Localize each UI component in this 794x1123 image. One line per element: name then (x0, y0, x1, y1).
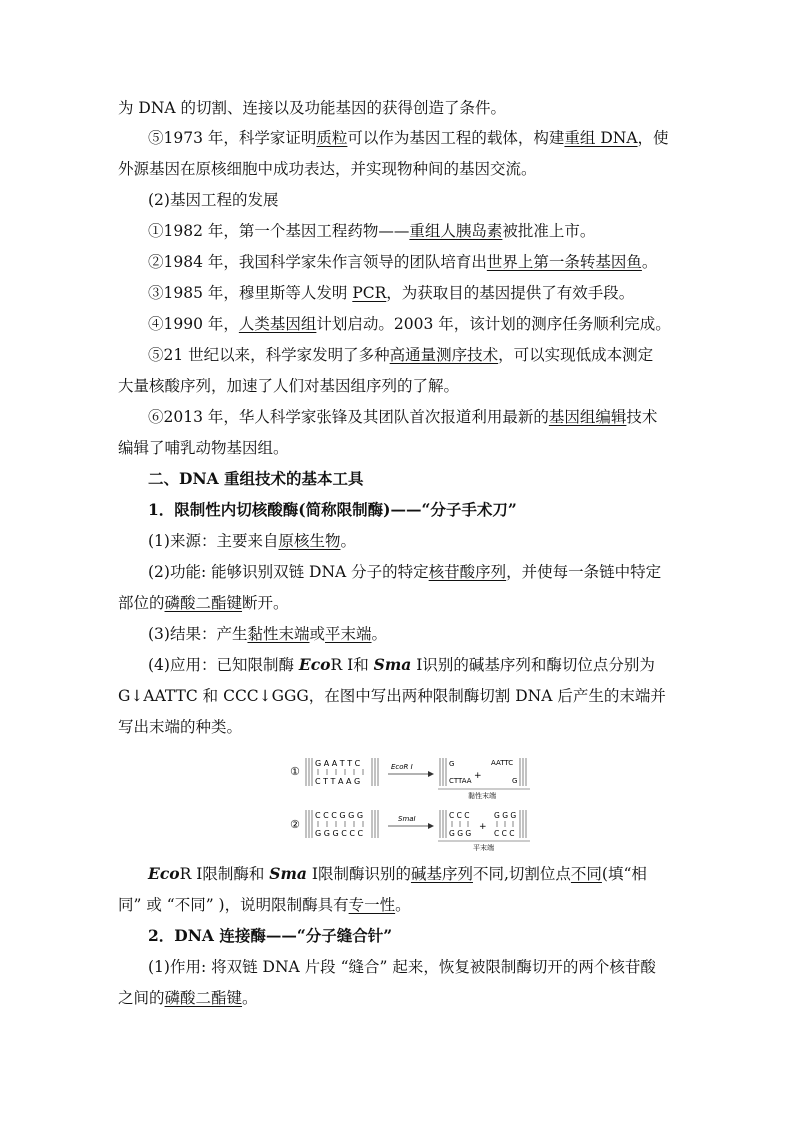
line-text: ③1985 年，穆里斯等人发明 (148, 284, 353, 302)
line-text: (1)作用: 将双链 DNA 片段 “缝合” 起来，恢复被限制酶切开的两个核苷酸 (148, 958, 656, 976)
text-line (148, 314, 671, 334)
fragment-right-bottom: G (512, 777, 518, 785)
line-text: 大量核酸序列，加速了人们对基因组序列的了解。 (118, 377, 460, 395)
restriction-enzyme-diagram (288, 752, 538, 852)
text-line (118, 895, 411, 915)
subsection-heading (148, 926, 392, 946)
fragment-left-top: C C C (449, 811, 470, 820)
line-text: ，为获取目的基因提供了有效手段。 (386, 284, 635, 302)
answer-underlined: 原核生物 (278, 532, 341, 550)
sequence-bottom: G G G C C C (315, 829, 364, 838)
fragment-left-bottom: CTTAA (449, 777, 472, 785)
sequence-bottom: C T T A A G (315, 777, 361, 786)
line-text: 计划启动。2003 年，该计划的测序任务顺利完成。 (316, 315, 671, 333)
line-text: 或 (309, 625, 325, 643)
line-text: G↓AATTC 和 CCC↓GGG，在图中写出两种限制酶切割 DNA 后产生的末端并 (118, 687, 666, 705)
text-line (118, 98, 506, 118)
line-text: (填“相 (601, 865, 647, 883)
line-text: ⑤1973 年，科学家证明 (148, 129, 317, 147)
answer-underlined: PCR (352, 284, 387, 302)
line-text: ①1982 年，第一个基因工程药物—— (148, 222, 410, 240)
section-subheading (148, 190, 278, 210)
text-line (148, 221, 595, 241)
text-line (148, 531, 356, 551)
answer-underlined: 世界上第一条转基因鱼 (486, 253, 642, 271)
answer-underlined: 重组人胰岛素 (409, 222, 503, 240)
line-text: 可以作为基因工程的载体，构建 (347, 129, 565, 147)
line-text: ⑥2013 年，华人科学家张锋及其团队首次报道利用最新的 (148, 408, 549, 426)
line-text: 同” 或 “不同” )，说明限制酶具有 (118, 896, 349, 914)
answer-underlined: 基因组编辑 (548, 408, 627, 426)
arrow-icon (388, 823, 434, 829)
plus-sign: + (479, 822, 487, 832)
enzyme-label: SmaⅠ (398, 815, 416, 823)
row-number: ① (290, 765, 300, 778)
line-text: R Ⅰ限制酶和 (179, 865, 270, 883)
line-text: 1．限制性内切核酸酶(简称限制酶)——“分子手术刀” (148, 500, 517, 519)
text-line (118, 717, 242, 737)
answer-underlined: 重组 DNA (564, 129, 638, 147)
line-text: 写出末端的种类。 (118, 718, 243, 736)
fragment-left-top: G (449, 760, 455, 768)
line-text: ④1990 年， (148, 315, 239, 333)
arrow-icon (388, 771, 434, 777)
line-text: 编辑了哺乳动物基因组。 (118, 439, 289, 457)
section-heading (148, 469, 364, 489)
answer-underlined: 碱基序列 (410, 865, 473, 883)
line-text: (4)应用：已知限制酶 (148, 656, 299, 674)
text-line (148, 864, 647, 884)
line-text: 断开。 (242, 594, 289, 612)
line-text: 。 (340, 532, 356, 550)
text-line (148, 562, 661, 582)
line-text: 。 (641, 253, 658, 271)
line-text: Ⅰ识别的碱基序列和酶切位点分别为 (411, 656, 655, 674)
text-line (148, 624, 387, 644)
line-text: 被批准上市。 (502, 222, 596, 240)
line-text: ②1984 年，我国科学家朱作言领导的团队培育出 (148, 253, 487, 271)
line-text: ，使 (637, 129, 669, 147)
enzyme-name: Eco (298, 655, 331, 674)
answer-underlined: 磷酸二酯键 (164, 989, 243, 1007)
answer-underlined: 专一性 (348, 896, 396, 914)
line-text: 为 DNA 的切割、连接以及功能基因的获得创造了条件。 (118, 99, 507, 117)
line-text: 之间的 (118, 989, 165, 1007)
sequence-top: C C C G G G (315, 811, 364, 820)
text-line (118, 376, 459, 396)
answer-underlined: 质粒 (316, 129, 348, 147)
answer-underlined: 磷酸二酯键 (164, 594, 243, 612)
line-text: Ⅰ限制酶识别的 (306, 865, 411, 883)
line-text: 。 (242, 989, 258, 1007)
enzyme-name: Sma (269, 864, 307, 883)
diagram-row-ecori (290, 758, 530, 800)
text-line (148, 283, 634, 303)
fragment-right-top: G G G (494, 811, 517, 820)
text-line (148, 957, 656, 977)
answer-underlined: 核苷酸序列 (428, 563, 507, 581)
text-line (148, 128, 669, 148)
enzyme-label: EcoR Ⅰ (391, 763, 413, 771)
text-line (118, 988, 258, 1008)
text-line (118, 159, 537, 179)
enzyme-name: Eco (148, 864, 180, 883)
answer-underlined: 人类基因组 (238, 315, 317, 333)
text-line (118, 686, 666, 706)
line-text: (2)基因工程的发展 (148, 191, 279, 209)
diagram-row-smai (290, 810, 530, 852)
row-number: ② (290, 818, 300, 831)
sequence-top: G A A T T C (315, 759, 361, 768)
end-type-caption: 平末端 (473, 844, 494, 852)
line-text: ⑤21 世纪以来，科学家发明了多种 (148, 346, 390, 364)
end-type-caption: 黏性末端 (468, 792, 496, 800)
line-text: 。 (371, 625, 388, 643)
text-line (148, 345, 653, 365)
line-text: 2．DNA 连接酶——“分子缝合针” (148, 926, 393, 945)
line-text: R Ⅰ和 (330, 656, 374, 674)
answer-underlined: 黏性末端 (247, 625, 310, 643)
line-text: 部位的 (118, 594, 165, 612)
text-line (118, 438, 289, 458)
line-text: (2)功能: 能够识别双链 DNA 分子的特定 (148, 563, 429, 581)
fragment-right-top: AATTC (491, 759, 514, 767)
line-text: 二、DNA 重组技术的基本工具 (148, 469, 364, 488)
line-text: (3)结果：产生 (148, 625, 248, 643)
line-text: (1)来源：主要来自 (148, 532, 279, 550)
line-text: 。 (395, 896, 411, 914)
answer-underlined: 平末端 (325, 625, 372, 643)
fragment-right-bottom: C C C (494, 829, 515, 838)
text-line (148, 407, 657, 427)
text-line (148, 252, 657, 272)
line-text: 技术 (626, 408, 658, 426)
line-text: 不同,切割位点 (472, 865, 571, 883)
fragment-left-bottom: G G G (449, 829, 472, 838)
answer-underlined: 高通量测序技术 (389, 346, 499, 364)
line-text: ，可以实现低成本测定 (498, 346, 654, 364)
text-line (148, 655, 655, 675)
answer-underlined: 不同 (570, 865, 602, 883)
subsection-heading (148, 500, 517, 520)
plus-sign: + (474, 771, 482, 781)
text-line (118, 593, 289, 613)
line-text: ，并使每一条链中特定 (506, 563, 662, 581)
enzyme-name: Sma (373, 655, 412, 674)
line-text: 外源基因在原核细胞中成功表达，并实现物种间的基因交流。 (118, 160, 537, 178)
